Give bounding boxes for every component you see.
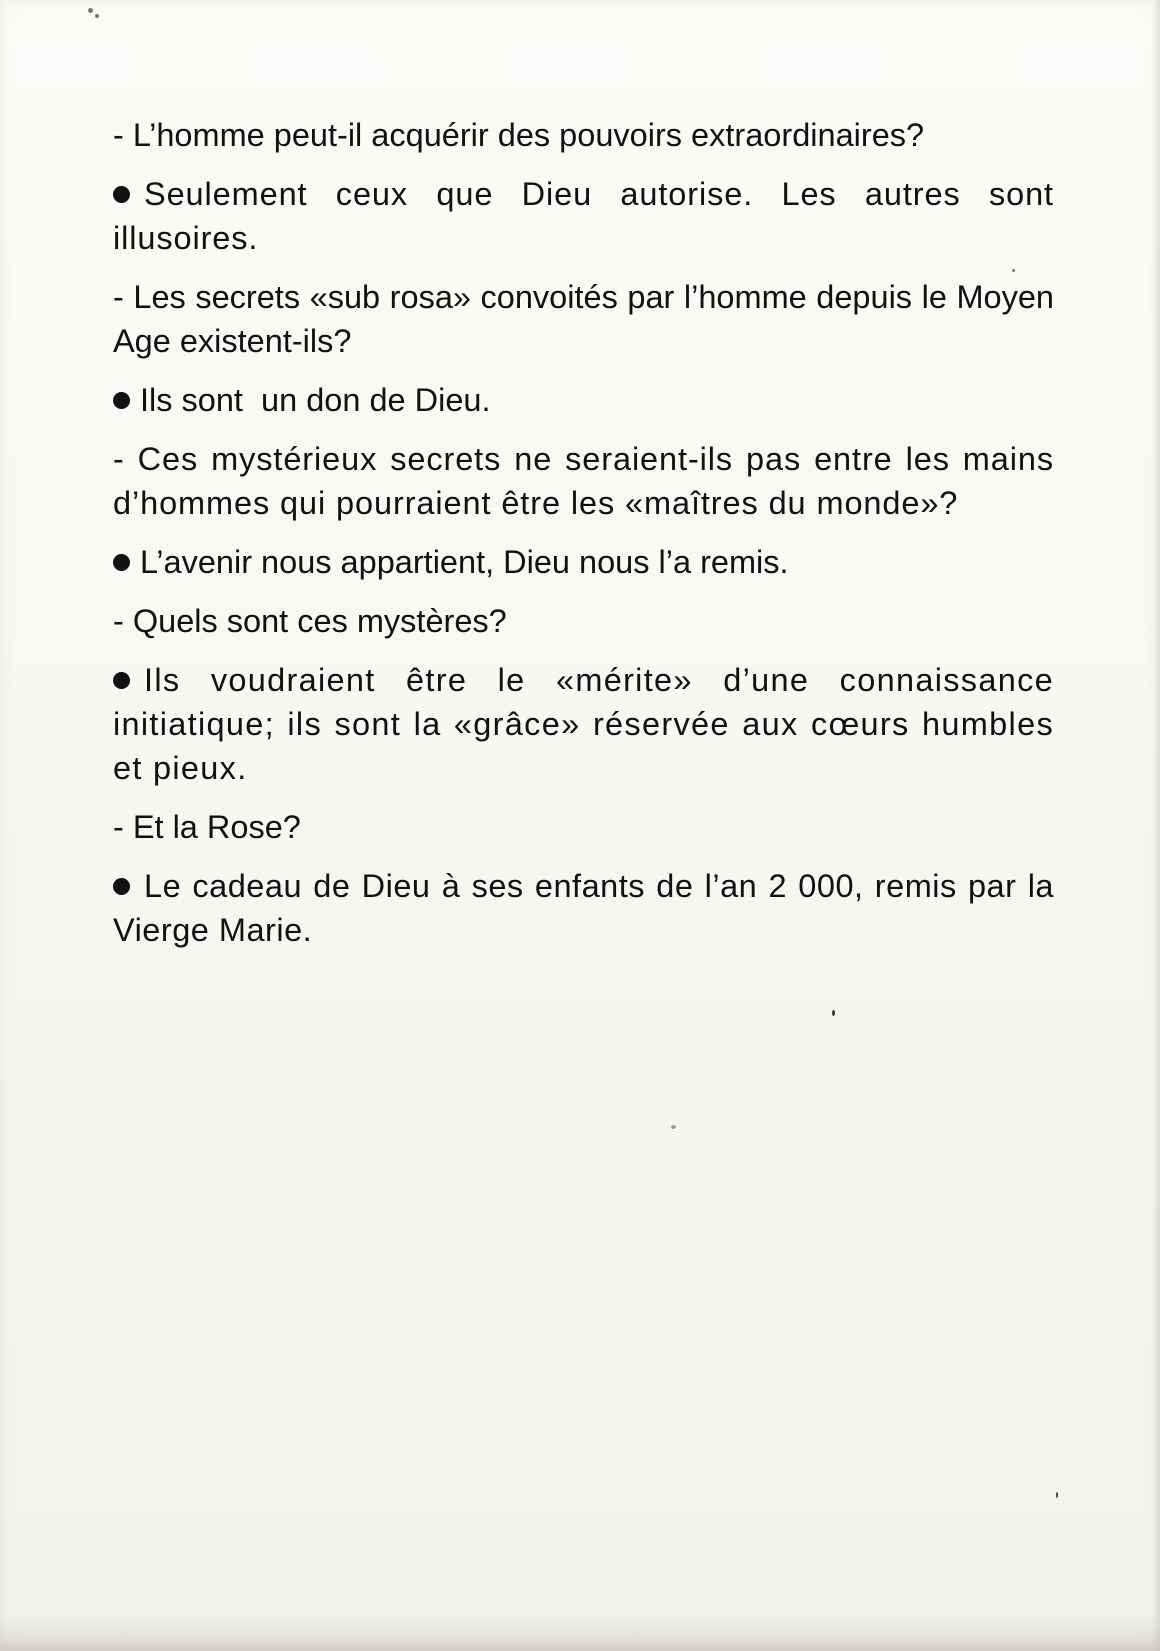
scan-speck [95,14,99,18]
question-3: - Ces mystérieux secrets ne seraient-ils pas entre les mains d’hommes qui pourraient être les «maîtres du monde»? [113,441,1054,521]
question-4: - Quels sont ces mystères? [113,603,507,639]
dialogue-text [113,113,1054,967]
bullet-icon [113,554,130,571]
bullet-icon [113,672,130,689]
scan-speck [1056,1492,1058,1498]
bullet-icon [113,392,130,409]
question-5: - Et la Rose? [113,809,301,845]
scan-speck [88,8,93,13]
answer-2: Ils sont un don de Dieu. [113,378,1054,422]
scan-speck [832,1010,835,1016]
question-2: - Les secrets «sub rosa» convoités par l’homme depuis le Moyen Age existent-ils? [113,279,1054,359]
question-1: - L’homme peut-il acquérir des pouvoirs extraordinaires? [113,117,925,153]
scan-speck [671,1125,676,1129]
answer-4: Ils voudraient être le «mérite» d’une connaissance initiatique; ils sont la «grâce» réservée aux cœurs humbles et pieux. [113,662,1054,786]
answer-5: Le cadeau de Dieu à ses enfants de l’an 2 000, remis par la Vierge Marie. [113,868,1054,948]
answer-1: Seulement ceux que Dieu autorise. Les autres sont illusoires. [113,176,1054,256]
answer-3: L’avenir nous appartient, Dieu nous l’a remis. [113,540,1054,584]
bullet-icon [113,878,130,895]
bullet-icon [113,186,130,203]
